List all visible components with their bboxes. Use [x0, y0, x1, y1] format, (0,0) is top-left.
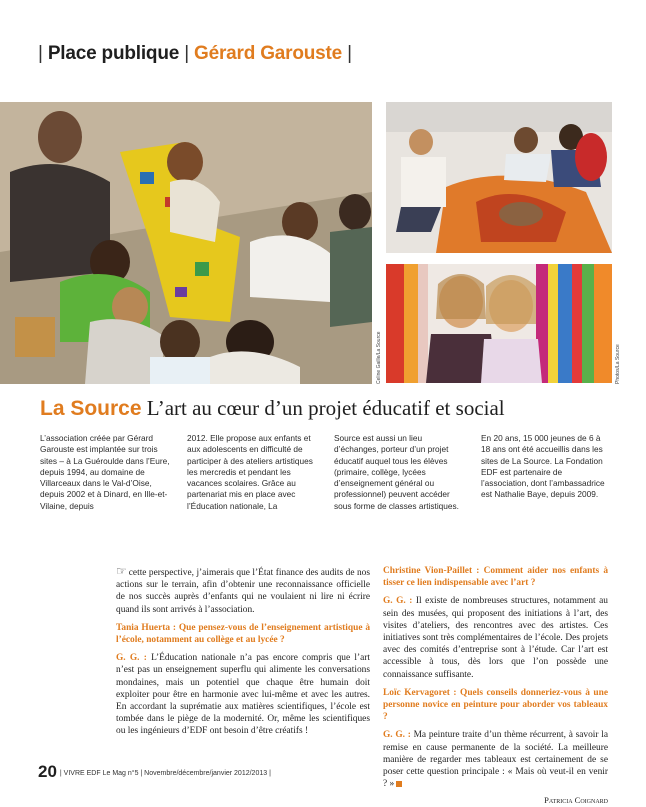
continuation-paragraph: ☞ cette perspective, j’aimerais que l’État finance des audits de nos actions sur le terrain, afin d’obtenir une reconnaissance officielle de nos succès auprès d’enfants qui ne voulaient ni lire ni écrire quand ils sont arrivés à l’association. — [116, 564, 370, 615]
answer-text: L’Éducation nationale n’a pas encore compris que l’art n’est pas un enseignement superflu qui alimente les conversations mondaines, mais un potentiel que chaque être humain doit exploiter pour être en harmonie avec lui-même et avec les autres. En accordant la suprématie aux matières scientifiques, l’école est tombée dans le piège de la modernité. Or, même les scientifiques ou les ingénieurs d’EDF ont besoin d’être créatifs ! — [116, 653, 371, 737]
interview-column-right — [383, 565, 608, 807]
question-3 — [383, 687, 608, 724]
page-footer — [38, 762, 271, 782]
interviewee-name: Gérard Garouste — [194, 43, 343, 64]
photo-children-floor-painting — [386, 102, 612, 253]
page-number: 20 — [38, 762, 57, 781]
divider-bar: | — [38, 43, 48, 64]
question-author: Loïc Kervagoret : — [383, 687, 457, 698]
question-text: Que pensez-vous de l’enseignement artistique à l’école, notamment au collège et au lycée ? — [116, 622, 371, 646]
question-text: Comment aider nos enfants à tisser ce lien indispensable avec l’art ? — [383, 566, 609, 589]
answer-label: G. G. : — [116, 653, 147, 664]
section-header — [38, 43, 352, 65]
section-title: Place publique — [47, 43, 180, 64]
answer-1 — [116, 652, 370, 737]
photo-two-girls-colorful-strips — [386, 264, 612, 383]
pointing-hand-icon: ☞ — [116, 564, 127, 578]
photo-credit-right: Photos/La Source — [615, 344, 621, 384]
intro-column-1: L’association créée par Gérard Garouste est implantée sur trois sites – à La Guéroulde dans l’Eure, depuis 1994, au domaine de Villarceaux dans le Val-d’Oise, depuis 2002 et à Dinard, en Ille-et-Vilaine, depuis — [40, 433, 170, 511]
footer-publication: | VIVRE EDF Le Mag n°5 | Novembre/décembre/janvier 2012/2013 | — [59, 770, 271, 777]
divider-bar: | — [179, 43, 195, 64]
interview-column-left — [116, 565, 370, 744]
intro-column-2: 2012. Elle propose aux enfants et aux adolescents en difficulté de participer à des ateliers artistiques les mercredis et pendant les vacances scolaires. Grâce au partenariat mis en place avec l’Éducation nationale, La — [187, 433, 313, 511]
question-author: Christine Vion-Paillet : — [383, 566, 480, 576]
photo-credit-main: Celine Gaille/La Source — [376, 331, 382, 384]
question-text: Quels conseils donneriez-vous à une personne novice en peinture pour aborder vos tableaux ? — [383, 687, 609, 723]
divider-bar: | — [342, 43, 352, 64]
headline-brand: La Source — [40, 397, 142, 420]
answer-2 — [383, 595, 608, 680]
answer-3 — [383, 729, 608, 790]
intro-column-4: En 20 ans, 15 000 jeunes de 6 à 18 ans ont été accueillis dans les sites de La Source. La Fondation EDF est partenaire de l’association, dont l’ambassadrice est Nathalie Baye, depuis 2009. — [481, 433, 605, 500]
intro-column-3: Source est aussi un lieu d’échanges, porteur d’un projet éducatif auquel tous les élèves (primaire, collège, lycées d’enseignement général ou professionnel) peuvent accéder sous forme de classes artistiques. — [334, 433, 459, 511]
article-headline — [40, 396, 505, 421]
answer-label: G. G. : — [383, 596, 413, 607]
question-1 — [116, 622, 370, 646]
end-of-article-mark — [396, 781, 402, 787]
question-2 — [383, 565, 608, 589]
question-author: Tania Huerta : — [116, 622, 176, 633]
main-photo-children-painting-chair — [0, 102, 372, 384]
author-signature: Patricia Coignard — [544, 795, 608, 806]
headline-title: L’art au cœur d’un projet éducatif et social — [146, 396, 505, 420]
answer-text: Il existe de nombreuses structures, notamment au sein des musées, qui proposent des initiations à l’art, des visites d’ateliers, des rencontres avec des artistes. Ces initiatives sont très complémentaires de l’école. Des projets avec des comités d’entreprise sont à l’étude. Car l’art est accessible à tous, dès lors que l’on possède une connaissance suffisante. — [383, 596, 608, 680]
answer-text: Ma peinture traite d’un thème récurrent, à savoir la remise en cause permanente de la société. La meilleure manière de regarder mes tableaux est certainement de se poser cette question principale : « Mais où veut-il en venir ? » — [383, 730, 608, 790]
answer-label: G. G. : — [383, 730, 411, 741]
